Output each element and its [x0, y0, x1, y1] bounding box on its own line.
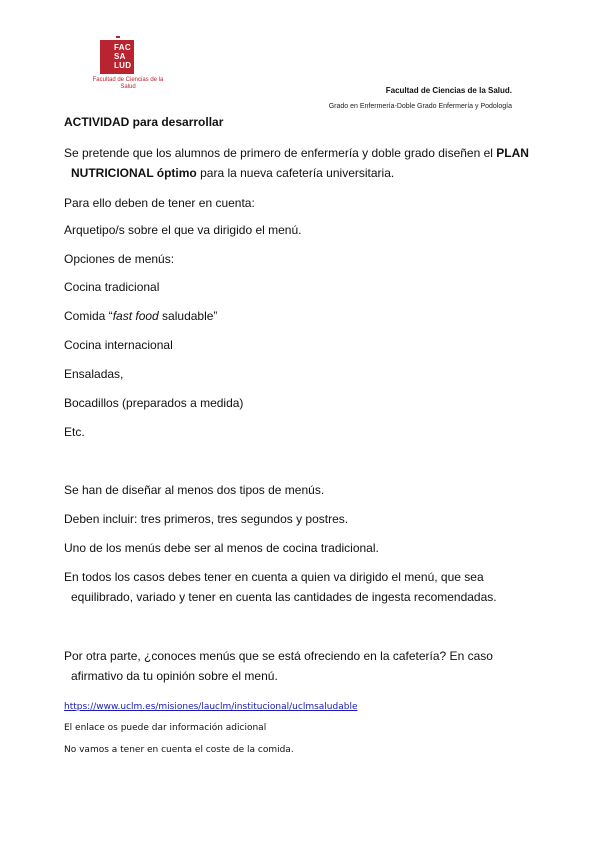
intro-text-d: para la nueva cafetería universitaria. — [196, 166, 395, 180]
uclm-healthy-link[interactable]: https://www.uclm.es/misiones/lauclm/institucional/uclmsaludable — [64, 702, 358, 712]
fast-food-b: fast food — [112, 309, 159, 323]
logo-block — [100, 40, 134, 74]
intro-indent — [64, 166, 394, 180]
all-cases-a: En todos los casos debes tener en cuenta a quien va dirigido el menú, que sea — [64, 570, 484, 584]
faculty-name: Facultad de Ciencias de la Salud. — [385, 86, 512, 95]
option-international: Cocina internacional — [64, 338, 173, 352]
link-line — [64, 695, 357, 717]
consider-text: Para ello deben de tener en cuenta: — [64, 196, 255, 210]
fast-food-a: Comida “ — [64, 309, 113, 323]
intro-text-a: Se pretende que los alumnos de primero de enfermería y doble grado diseñen el — [64, 146, 497, 160]
requirement-two-menus: Se han de diseñar al menos dos tipos de menús. — [64, 483, 325, 497]
activity-title: ACTIVIDAD para desarrollar — [64, 115, 224, 129]
other-paragraph — [64, 646, 530, 686]
logo-text-3: LUD — [114, 61, 132, 70]
requirement-all-cases — [64, 567, 530, 607]
fast-food-c: saludable” — [158, 309, 218, 323]
other-b: afirmativo da tu opinión sobre el menú. — [71, 669, 278, 683]
option-sandwiches: Bocadillos (preparados a medida) — [64, 396, 244, 410]
logo-text-1: FAC — [114, 43, 131, 52]
logo-text-2: SA — [114, 52, 126, 61]
intro-bold-b: PLAN — [496, 146, 529, 160]
logo-bar-top — [116, 36, 120, 38]
other-a: Por otra parte, ¿conoces menús que se está ofreciendo en la cafetería? En caso — [64, 649, 493, 663]
option-etc: Etc. — [64, 425, 85, 439]
option-salads: Ensaladas, — [64, 367, 124, 381]
archetype-text: Arquetipo/s sobre el que va dirigido el menú. — [64, 223, 302, 237]
intro-paragraph — [64, 143, 530, 183]
intro-bold-c: NUTRICIONAL óptimo — [71, 166, 197, 180]
requirement-include: Deben incluir: tres primeros, tres segundos y postres. — [64, 512, 349, 526]
all-cases-b: equilibrado, variado y tener en cuenta las cantidades de ingesta recomendadas. — [71, 590, 497, 604]
option-fast-food — [64, 306, 217, 326]
degree-name: Grado en Enfermería-Doble Grado Enfermería y Podología — [328, 103, 512, 110]
option-traditional: Cocina tradicional — [64, 280, 160, 294]
cost-note: No vamos a tener en cuenta el coste de la comida. — [64, 745, 294, 755]
options-title: Opciones de menús: — [64, 252, 175, 266]
requirement-traditional: Uno de los menús debe ser al menos de cocina tradicional. — [64, 541, 379, 555]
link-note: El enlace os puede dar información adicional — [64, 723, 267, 733]
logo-caption: Facultad de Ciencias de la Salud — [92, 77, 164, 90]
